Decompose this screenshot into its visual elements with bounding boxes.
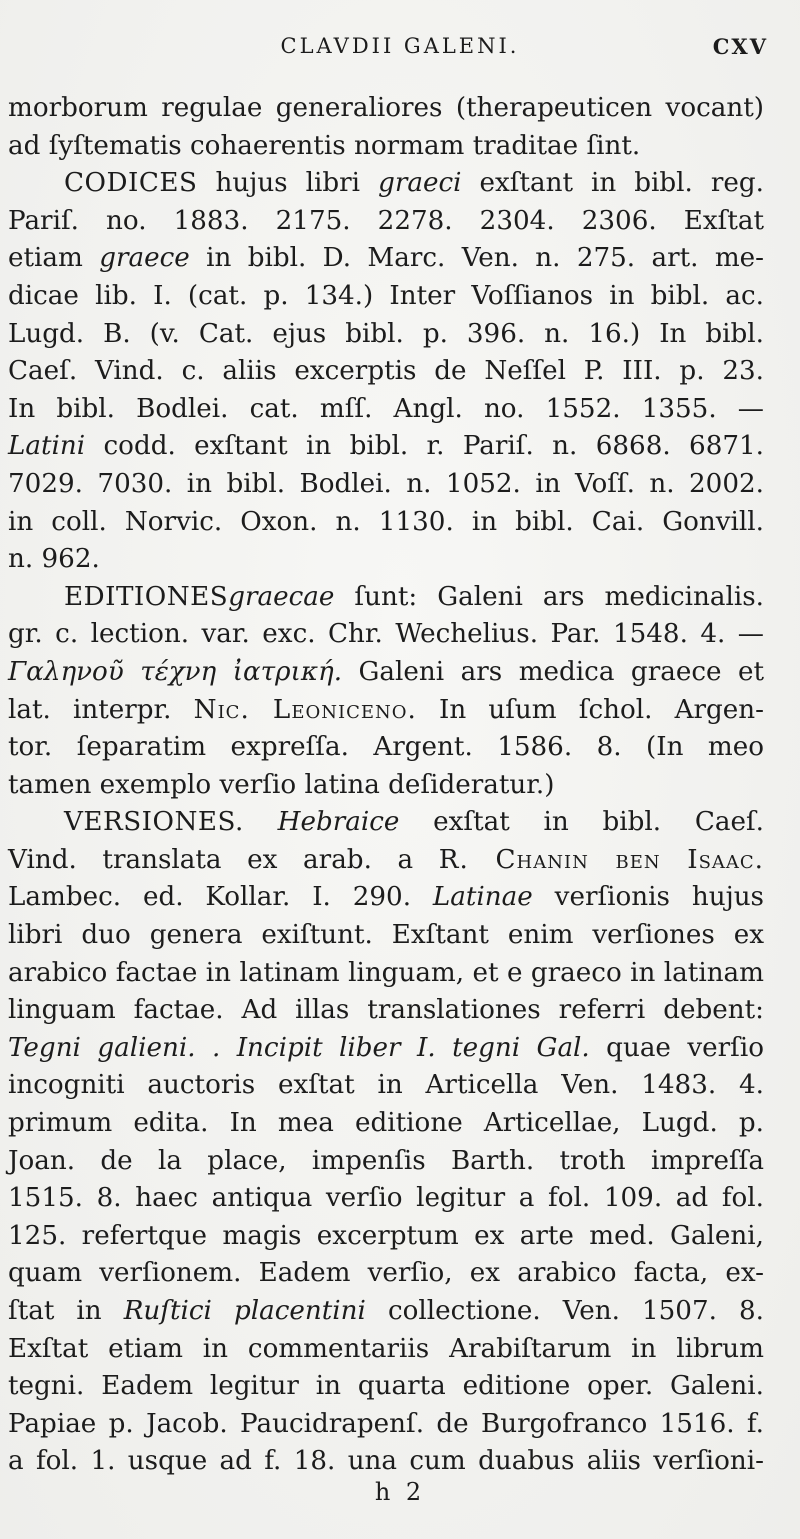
- text-run: incogniti auctoris exſtat in Articella Ven. 1483. 4.: [8, 1070, 764, 1101]
- text-line: [8, 203, 764, 241]
- text-line: [8, 1331, 764, 1369]
- text-run: libri duo genera exiſtunt. Exſtant enim verſiones ex: [8, 920, 764, 951]
- text-line: [8, 1406, 764, 1444]
- text-line: [8, 879, 764, 917]
- text-run: tor. ſeparatim expreſſa. Argent. 1586. 8. (In meo: [8, 732, 764, 763]
- text-line: [8, 353, 764, 391]
- text-run: quae verſio: [589, 1032, 764, 1063]
- text-run: Latini: [8, 431, 86, 462]
- text-line: [8, 466, 764, 504]
- text-run: dicae lib. I. (cat. p. 134.) Inter Voſſianos in bibl. ac.: [8, 280, 764, 311]
- text-run: quam verſionem. Eadem verſio, ex arabico facta, ex-: [8, 1258, 764, 1289]
- text-run: EDITIONES: [64, 581, 229, 612]
- text-line: [8, 992, 764, 1030]
- text-run: tegni. Eadem legitur in quarta editione oper. Galeni.: [8, 1371, 764, 1402]
- text-line: [8, 654, 764, 692]
- text-line: [8, 316, 764, 354]
- text-run: exſtat in bibl. Caeſ.: [399, 807, 764, 838]
- text-line: [8, 692, 764, 730]
- text-line: [8, 729, 764, 767]
- text-run: Lambec. ed. Kollar. I. 290.: [8, 882, 433, 913]
- text-run: Papiae p. Jacob. Paucidrapenſ. de Burgofranco 1516. f.: [8, 1408, 764, 1439]
- text-line: [8, 1067, 764, 1105]
- text-run: Pariſ. no. 1883. 2175. 2278. 2304. 2306. Exſtat: [8, 205, 764, 236]
- page-header: [0, 28, 800, 68]
- text-run: [244, 807, 278, 837]
- text-line: [8, 955, 764, 993]
- text-line: [8, 616, 764, 654]
- text-line: [8, 1030, 764, 1068]
- text-line: [8, 428, 764, 466]
- text-run: CODICES: [64, 168, 198, 199]
- text-run: graeci: [378, 168, 462, 199]
- text-line: [8, 579, 764, 617]
- text-line: [8, 128, 764, 166]
- text-line: [8, 165, 764, 203]
- text-run: hujus libri: [197, 168, 379, 199]
- text-run: Exſtat etiam in commentariis Arabiſtarum in librum: [8, 1333, 764, 1364]
- text-run: Γαληνοῦ τέχνη ἰατρική.: [8, 656, 343, 687]
- text-run: verſionis hujus: [532, 882, 764, 913]
- text-run: Ruſtici placentini: [123, 1296, 366, 1326]
- text-line: [8, 1368, 764, 1406]
- text-line: [8, 1255, 764, 1293]
- text-run: n. 962.: [8, 544, 100, 575]
- text-line: [8, 1180, 764, 1218]
- text-run: in bibl. D. Marc. Ven. n. 275. art. me-: [189, 243, 764, 274]
- text-line: [8, 278, 764, 316]
- text-run: Tegni galieni. . Incipit liber I. tegni Gal.: [8, 1032, 590, 1063]
- text-line: [8, 541, 764, 579]
- text-line: [8, 767, 764, 805]
- text-run: Latinae: [432, 882, 533, 913]
- text-run: Lugd. B. (v. Cat. ejus bibl. p. 396. n. 16.) In bibl.: [8, 318, 764, 349]
- text-body: [8, 90, 764, 1481]
- text-run: etiam: [8, 243, 100, 274]
- text-line: [8, 1293, 764, 1331]
- running-head: CLAVDII GALENI.: [280, 34, 520, 58]
- text-run: tamen exemplo verſio latina deſideratur.): [8, 769, 555, 800]
- text-line: [8, 90, 764, 128]
- text-run: gr. c. lection. var. exc. Chr. Wechelius. Par. 1548. 4. —: [8, 619, 764, 650]
- text-line: [8, 842, 764, 880]
- text-run: arabico factae in latinam linguam, et e graeco in latinam: [8, 957, 764, 988]
- signature-mark: h 2: [374, 1478, 426, 1506]
- text-run: R. Chanin ben Isaac.: [438, 844, 764, 875]
- text-run: Hebraice: [277, 807, 400, 838]
- text-run: exſtant in bibl. reg.: [461, 168, 764, 199]
- text-run: morborum regulae generaliores (therapeuticen vocant): [8, 93, 764, 123]
- text-line: [8, 1443, 764, 1481]
- text-run: a fol. 1. usque ad f. 18. una cum duabus aliis verſioni-: [8, 1446, 764, 1477]
- text-run: graecae: [228, 581, 335, 612]
- page-number: CXV: [712, 34, 768, 59]
- text-run: linguam factae. Ad illas translationes referri debent:: [8, 995, 764, 1026]
- text-run: In bibl. Bodlei. cat. mſſ. Angl. no. 1552. 1355. —: [8, 393, 764, 424]
- text-line: [8, 1218, 764, 1256]
- text-run: Caeſ. Vind. c. aliis excerptis de Neſſel P. III. p. 23.: [8, 356, 764, 387]
- text-run: 125. refertque magis excerptum ex arte med. Galeni,: [8, 1220, 764, 1251]
- text-line: [8, 240, 764, 278]
- text-line: [8, 804, 764, 842]
- text-run: Joan. de la place, impenſis Barth. troth impreſſa: [8, 1145, 764, 1176]
- text-run: lat. interpr.: [8, 694, 194, 725]
- text-run: collectione. Ven. 1507. 8.: [365, 1296, 764, 1326]
- text-line: [8, 391, 764, 429]
- text-run: codd. exſtant in bibl. r. Pariſ. n. 6868. 6871.: [85, 431, 764, 462]
- text-run: Galeni ars medica graece et: [342, 656, 764, 687]
- text-line: [8, 1105, 764, 1143]
- text-run: Nic. Leoniceno.: [193, 694, 417, 725]
- text-run: ad ſyſtematis cohaerentis normam traditae ſint.: [8, 130, 641, 161]
- text-run: ſunt: Galeni ars medicinalis.: [334, 581, 764, 612]
- text-run: primum edita. In mea editione Articellae, Lugd. p.: [8, 1108, 764, 1139]
- text-line: [8, 1143, 764, 1181]
- text-line: [8, 504, 764, 542]
- text-run: in coll. Norvic. Oxon. n. 1130. in bibl. Cai. Gonvill.: [8, 506, 764, 537]
- text-line: [8, 917, 764, 955]
- text-run: graece: [99, 243, 190, 274]
- text-run: 1515. 8. haec antiqua verſio legitur a fol. 109. ad fol.: [8, 1183, 764, 1214]
- text-run: Vind. translata ex arab. a: [8, 844, 439, 875]
- text-run: ſtat in: [8, 1296, 124, 1326]
- text-run: VERSIONES.: [64, 807, 244, 838]
- text-run: 7029. 7030. in bibl. Bodlei. n. 1052. in Voſſ. n. 2002.: [8, 468, 764, 499]
- text-run: In uſum ſchol. Argen-: [416, 694, 764, 725]
